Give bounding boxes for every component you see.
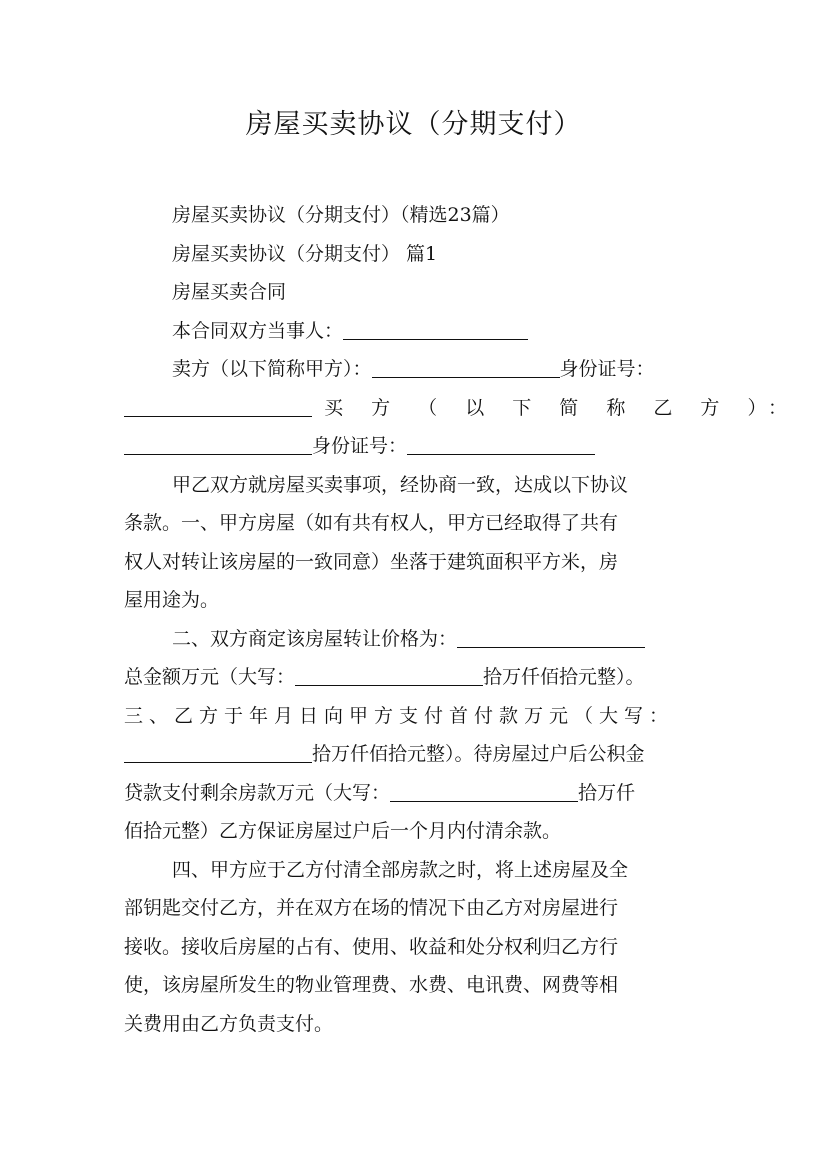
line-text: 佰拾元整）乙方保证房屋过户后一个月内付清余款。: [124, 820, 562, 842]
text-line: [124, 389, 798, 428]
line-text: 接收。接收后房屋的占有、使用、收益和处分权利归乙方行: [124, 935, 619, 958]
text-line: [124, 851, 704, 890]
text-line: [124, 774, 704, 813]
line-text: 总金额万元（大写：: [124, 666, 296, 688]
line-text: 四、甲方应于乙方付清全部房款之时，将上述房屋及全: [172, 858, 629, 881]
line-text: 房屋买卖协议（分期支付） 篇1: [172, 242, 438, 265]
text-line: [124, 196, 704, 235]
text-line: [124, 504, 704, 543]
text-line: [124, 928, 704, 967]
line-text: 拾万仟: [578, 781, 636, 804]
fill-blank: [124, 434, 312, 455]
document-title: 房屋买卖协议（分期支付）: [245, 109, 582, 140]
line-text: 贷款支付剩余房款万元（大写：: [124, 781, 391, 804]
document-body: [124, 196, 798, 1043]
text-line: [124, 543, 704, 582]
line-text: 房屋买卖合同: [172, 281, 287, 303]
line-text: 甲乙双方就房屋买卖事项，经协商一致，达成以下协议: [172, 473, 629, 496]
text-line: [124, 466, 704, 505]
text-line: [124, 312, 704, 351]
fill-blank: [372, 357, 560, 378]
text-line: [124, 620, 704, 659]
line-text: 权人对转让该房屋的一致同意）坐落于建筑面积平方米，房: [124, 550, 619, 573]
line-text: 房屋买卖协议（分期支付）（精选23篇）: [172, 204, 510, 226]
text-line: [124, 273, 704, 312]
line-text: 拾万仟佰拾元整）。: [483, 666, 645, 688]
text-line: [124, 812, 704, 851]
line-text: 身份证号：: [312, 435, 408, 457]
fill-blank: [124, 396, 312, 417]
line-text: 身份证号：: [559, 358, 655, 380]
line-text: 本合同双方当事人：: [172, 319, 344, 342]
text-line: [124, 350, 704, 389]
fill-blank: [390, 781, 578, 802]
fill-blank: [343, 319, 528, 340]
text-line: [124, 658, 704, 697]
fill-blank: [407, 434, 595, 455]
text-line: [124, 235, 704, 274]
text-line: [124, 889, 704, 928]
line-text: 三、乙方于年月日向甲方支付首付款万元（大写：: [124, 704, 675, 727]
line-text: 拾万仟佰拾元整）。待房屋过户后公积金: [312, 743, 645, 765]
fill-blank: [124, 742, 312, 763]
line-text: 屋用途为。: [124, 589, 220, 611]
line-text: 部钥匙交付乙方，并在双方在场的情况下由乙方对房屋进行: [124, 897, 619, 919]
fill-blank: [457, 627, 645, 648]
line-text: 二、双方商定该房屋转让价格为：: [172, 627, 458, 650]
line-text: 关费用由乙方负责支付。: [124, 1012, 334, 1035]
line-text: 条款。一、甲方房屋（如有共有权人，甲方已经取得了共有: [124, 512, 619, 534]
text-line: [124, 966, 704, 1005]
line-text: 卖方（以下简称甲方）：: [172, 358, 372, 380]
fill-blank: [295, 665, 483, 686]
line-text: 买 方 （ 以 下 简 称 乙 方 ）：: [324, 396, 798, 419]
text-line: [124, 427, 704, 466]
text-line: [124, 581, 704, 620]
text-line: [124, 1005, 704, 1044]
text-line: [124, 697, 704, 736]
text-line: [124, 735, 704, 774]
line-text: 使，该房屋所发生的物业管理费、水费、电讯费、网费等相: [124, 974, 619, 996]
